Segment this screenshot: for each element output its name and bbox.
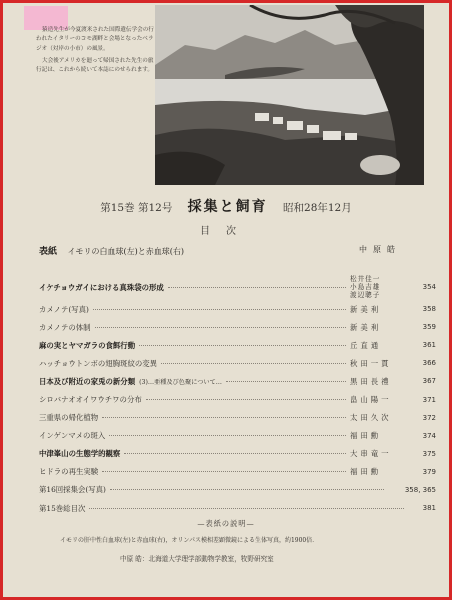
magazine-title: 採集と飼育: [187, 199, 268, 215]
toc-entry-page: 354: [422, 283, 436, 291]
toc-entry-page: 359: [422, 323, 436, 332]
toc-entry-subtitle: (3)…亜種及び色聚について…: [139, 378, 222, 386]
toc-entry-title: ハッチョウトンボの翅胸斑紋の変異: [39, 358, 158, 368]
toc-entry-author: 畠山陽一: [350, 395, 392, 405]
dot-leader: [109, 435, 346, 436]
dot-leader: [95, 327, 346, 328]
toc-entry[interactable]: [39, 300, 436, 318]
toc-entry-title: 麻の実とヤマガラの食餌行動: [39, 340, 136, 350]
issue-header: [0, 196, 452, 216]
toc-entry-author: 大串竜一: [350, 449, 392, 459]
toc-entry-author: 新美利: [350, 304, 382, 314]
toc-entry-title: 第15巻総目次: [39, 503, 86, 513]
dot-leader: [161, 363, 346, 364]
toc-entry-page: 371: [422, 395, 436, 404]
volume-number: 第15巻: [100, 202, 135, 214]
toc-entry[interactable]: [39, 318, 436, 336]
dot-leader: [168, 287, 346, 288]
toc-entry[interactable]: [39, 372, 436, 390]
toc-entry[interactable]: [39, 445, 436, 463]
toc-entry-author: 福田勳: [350, 467, 382, 477]
dot-leader: [124, 453, 346, 454]
toc-entry-author: 太田久次: [350, 413, 392, 423]
cover-description-heading: —表紙の説明—: [197, 519, 255, 528]
toc-entry-author: 丘直通: [350, 340, 382, 350]
toc-entry-page: 374: [422, 431, 436, 440]
toc-entry[interactable]: [39, 274, 436, 300]
toc-entry-author: 松井佳一: [350, 274, 381, 283]
toc-entry-author: 渡辺聰子: [350, 291, 381, 300]
dot-leader: [110, 489, 384, 490]
toc-entry-title: 中津峯山の生態学的観察: [39, 449, 121, 459]
toc-heading: 目次: [200, 226, 252, 237]
dot-leader: [226, 381, 346, 382]
toc-entry[interactable]: [39, 481, 436, 499]
toc-entry-page: 379: [422, 467, 436, 476]
dot-leader: [102, 417, 346, 418]
dot-leader: [139, 345, 346, 346]
toc-entry-page: 366: [422, 359, 436, 368]
cover-label: 表紙: [39, 247, 58, 257]
lake-como-photo: [155, 5, 424, 185]
cover-description: [0, 519, 452, 563]
toc-entry-page: 381: [422, 504, 436, 513]
caption-paragraph: 猿造先生が今夏渡米された国際遺伝学会の行われたイタリーのコモ湖畔と会場となったベラジオ（対岸の小市）の風景。: [36, 27, 154, 52]
dot-leader: [146, 399, 346, 400]
toc-entry-page: 375: [422, 449, 436, 458]
toc-entry-page: 372: [422, 413, 436, 422]
dot-leader: [102, 471, 346, 472]
toc-entry[interactable]: [39, 499, 436, 517]
cover-title: イモリの白血球(左)と赤血球(右): [67, 247, 185, 256]
toc-entry-title: カメノテの体制: [39, 322, 91, 332]
toc-entry-title: 日本及び附近の家兎の新分類: [39, 376, 136, 386]
cover-description-text: イモリの肝中性白血球(左)と赤血球(右)，オリンパス模相差顕微鏡による生体写真，約1900倍．: [60, 537, 319, 544]
toc-entry-page: 358: [422, 305, 436, 314]
toc-entry-title: インゲンマメの斑入: [39, 431, 106, 441]
toc-entry-author: 秋田一貫: [350, 358, 392, 368]
toc-entry-authors: [350, 275, 408, 300]
toc-entry-title: シロバナオオイワウチワの分布: [39, 395, 142, 405]
toc-entry-title: カメノテ(写真): [39, 304, 89, 314]
toc-entry-author: 小島吉雄: [350, 282, 381, 291]
toc-entry[interactable]: [39, 463, 436, 481]
photo-caption: [36, 26, 154, 78]
dot-leader: [89, 508, 404, 509]
toc-entry-author: 黒田長禮: [350, 376, 392, 386]
cover-author: 中原皓: [359, 245, 401, 254]
issue-number: 第12号: [137, 202, 173, 214]
toc-entry-title: ヒドラの再生実験: [39, 467, 99, 477]
toc-list: [39, 274, 436, 517]
caption-paragraph: 大会後アメリカを廻って帰国された先生の旅行記は、これから続いて本誌にのせられます。: [36, 57, 154, 74]
toc-entry-title: イケチョウガイにおける真珠袋の形成: [39, 282, 164, 292]
toc-entry[interactable]: [39, 409, 436, 427]
toc-entry-page: 367: [422, 377, 436, 386]
toc-entry-author: 福田勳: [350, 431, 382, 441]
toc-entry-title: 第16回採集会(写真): [39, 485, 106, 495]
cover-description-credit: 中原 皓：北海道大学理学部動物学教室，牧野研究室: [120, 555, 274, 563]
issue-date: 昭和28年12月: [283, 202, 352, 214]
toc-entry-page: 361: [422, 341, 436, 350]
toc-entry-page: 358, 365: [404, 485, 436, 494]
toc-entry[interactable]: [39, 336, 436, 354]
toc-entry[interactable]: [39, 354, 436, 372]
toc-entry[interactable]: [39, 390, 436, 408]
toc-entry-title: 三重県の帰化植物: [39, 413, 99, 423]
dot-leader: [93, 309, 346, 310]
toc-entry[interactable]: [39, 427, 436, 445]
cover-entry[interactable]: [39, 244, 429, 260]
lake-landscape-image: [155, 5, 424, 185]
toc-entry-author: 新美利: [350, 322, 382, 332]
